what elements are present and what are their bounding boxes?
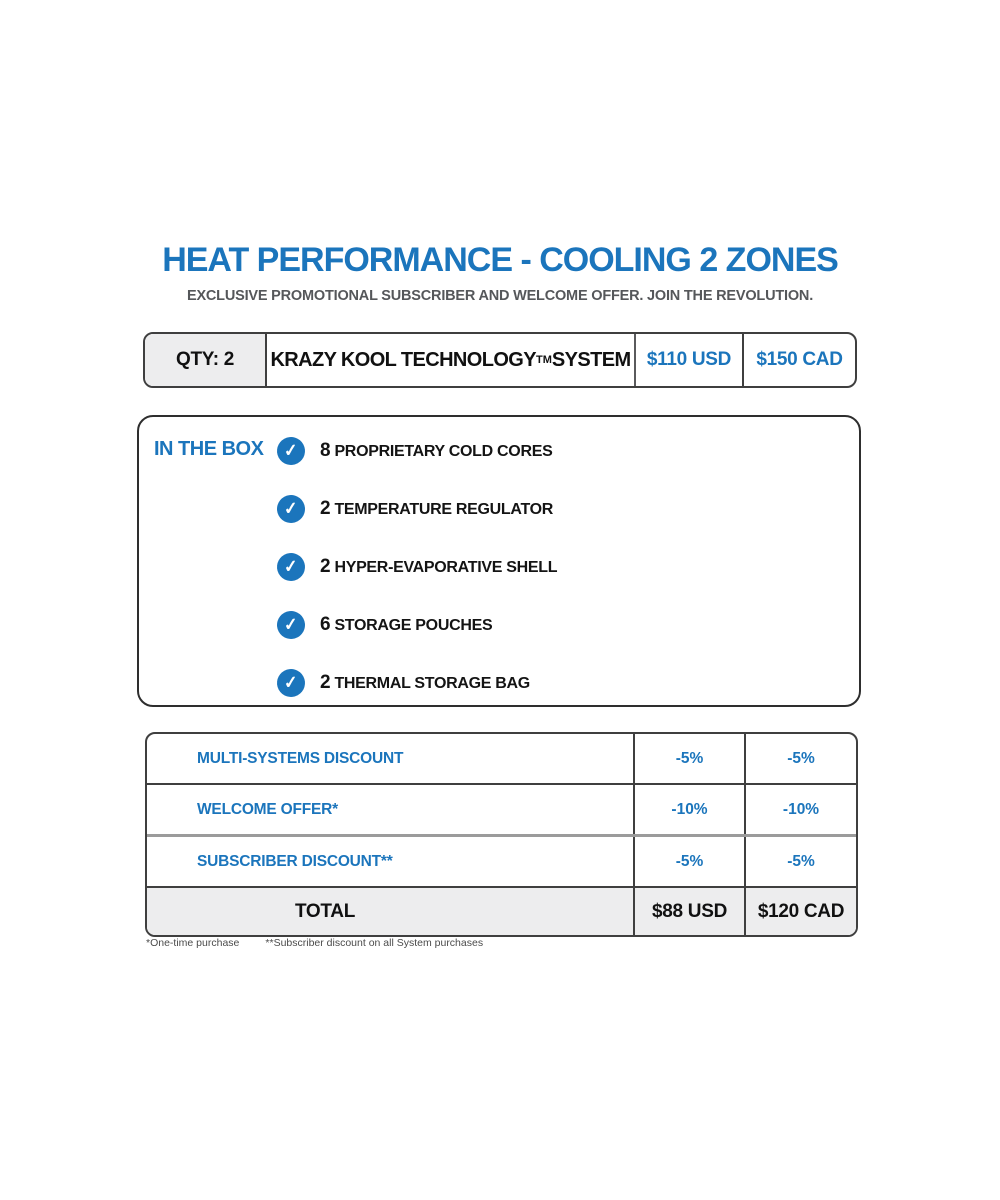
item-qty: 2 [320, 672, 331, 693]
total-row [147, 886, 856, 935]
footnotes [146, 937, 483, 949]
box-item [277, 611, 492, 639]
trademark-symbol: TM [536, 354, 552, 366]
page-subtitle: EXCLUSIVE PROMOTIONAL SUBSCRIBER AND WELCOME OFFER. JOIN THE REVOLUTION. [186, 288, 814, 304]
total-label: TOTAL [294, 900, 356, 922]
check-icon: ✓ [276, 436, 307, 467]
price-cad-cell: $150 CAD [756, 349, 843, 370]
discount-row [147, 783, 856, 834]
in-the-box-panel [137, 415, 861, 707]
item-qty: 6 [320, 614, 331, 635]
product-name: KRAZY KOOL TECHNOLOGY [270, 348, 537, 371]
item-label: TEMPERATURE REGULATOR [334, 501, 554, 518]
discount-cad: -10% [744, 785, 856, 834]
discount-cad: -5% [744, 734, 856, 783]
discount-row [147, 834, 856, 886]
box-item [277, 553, 557, 581]
product-summary-row [143, 332, 857, 388]
item-qty: 2 [320, 498, 331, 519]
box-item [277, 437, 552, 465]
item-label: THERMAL STORAGE BAG [334, 675, 530, 692]
box-item [277, 495, 553, 523]
item-qty: 8 [320, 440, 331, 461]
product-name-suffix: SYSTEM [551, 348, 631, 371]
discount-label: MULTI-SYSTEMS DISCOUNT [197, 749, 404, 767]
item-label: HYPER-EVAPORATIVE SHELL [334, 559, 558, 576]
discount-cad: -5% [744, 837, 856, 886]
total-usd: $88 USD [633, 888, 744, 935]
footnote-two: **Subscriber discount on all System purchases [265, 937, 484, 949]
discount-table [145, 732, 858, 937]
item-label: PROPRIETARY COLD CORES [334, 443, 553, 460]
price-usd-cell: $110 USD [636, 334, 744, 386]
page-title: HEAT PERFORMANCE - COOLING 2 ZONES [162, 241, 838, 279]
check-icon: ✓ [276, 494, 307, 525]
discount-label: WELCOME OFFER* [197, 800, 338, 818]
footnote-one: *One-time purchase [146, 937, 240, 949]
item-qty: 2 [320, 556, 331, 577]
box-item [277, 669, 530, 697]
discount-usd: -10% [633, 785, 744, 834]
item-label: STORAGE POUCHES [334, 617, 493, 634]
quantity-cell: QTY: 2 [145, 334, 267, 386]
in-the-box-heading: IN THE BOX [154, 438, 264, 460]
total-cad: $120 CAD [744, 888, 856, 935]
check-icon: ✓ [276, 552, 307, 583]
discount-label: SUBSCRIBER DISCOUNT** [197, 852, 393, 870]
discount-usd: -5% [633, 734, 744, 783]
product-name-cell [267, 334, 636, 386]
check-icon: ✓ [276, 610, 307, 641]
discount-row [147, 734, 856, 783]
discount-usd: -5% [633, 837, 744, 886]
check-icon: ✓ [276, 668, 307, 699]
